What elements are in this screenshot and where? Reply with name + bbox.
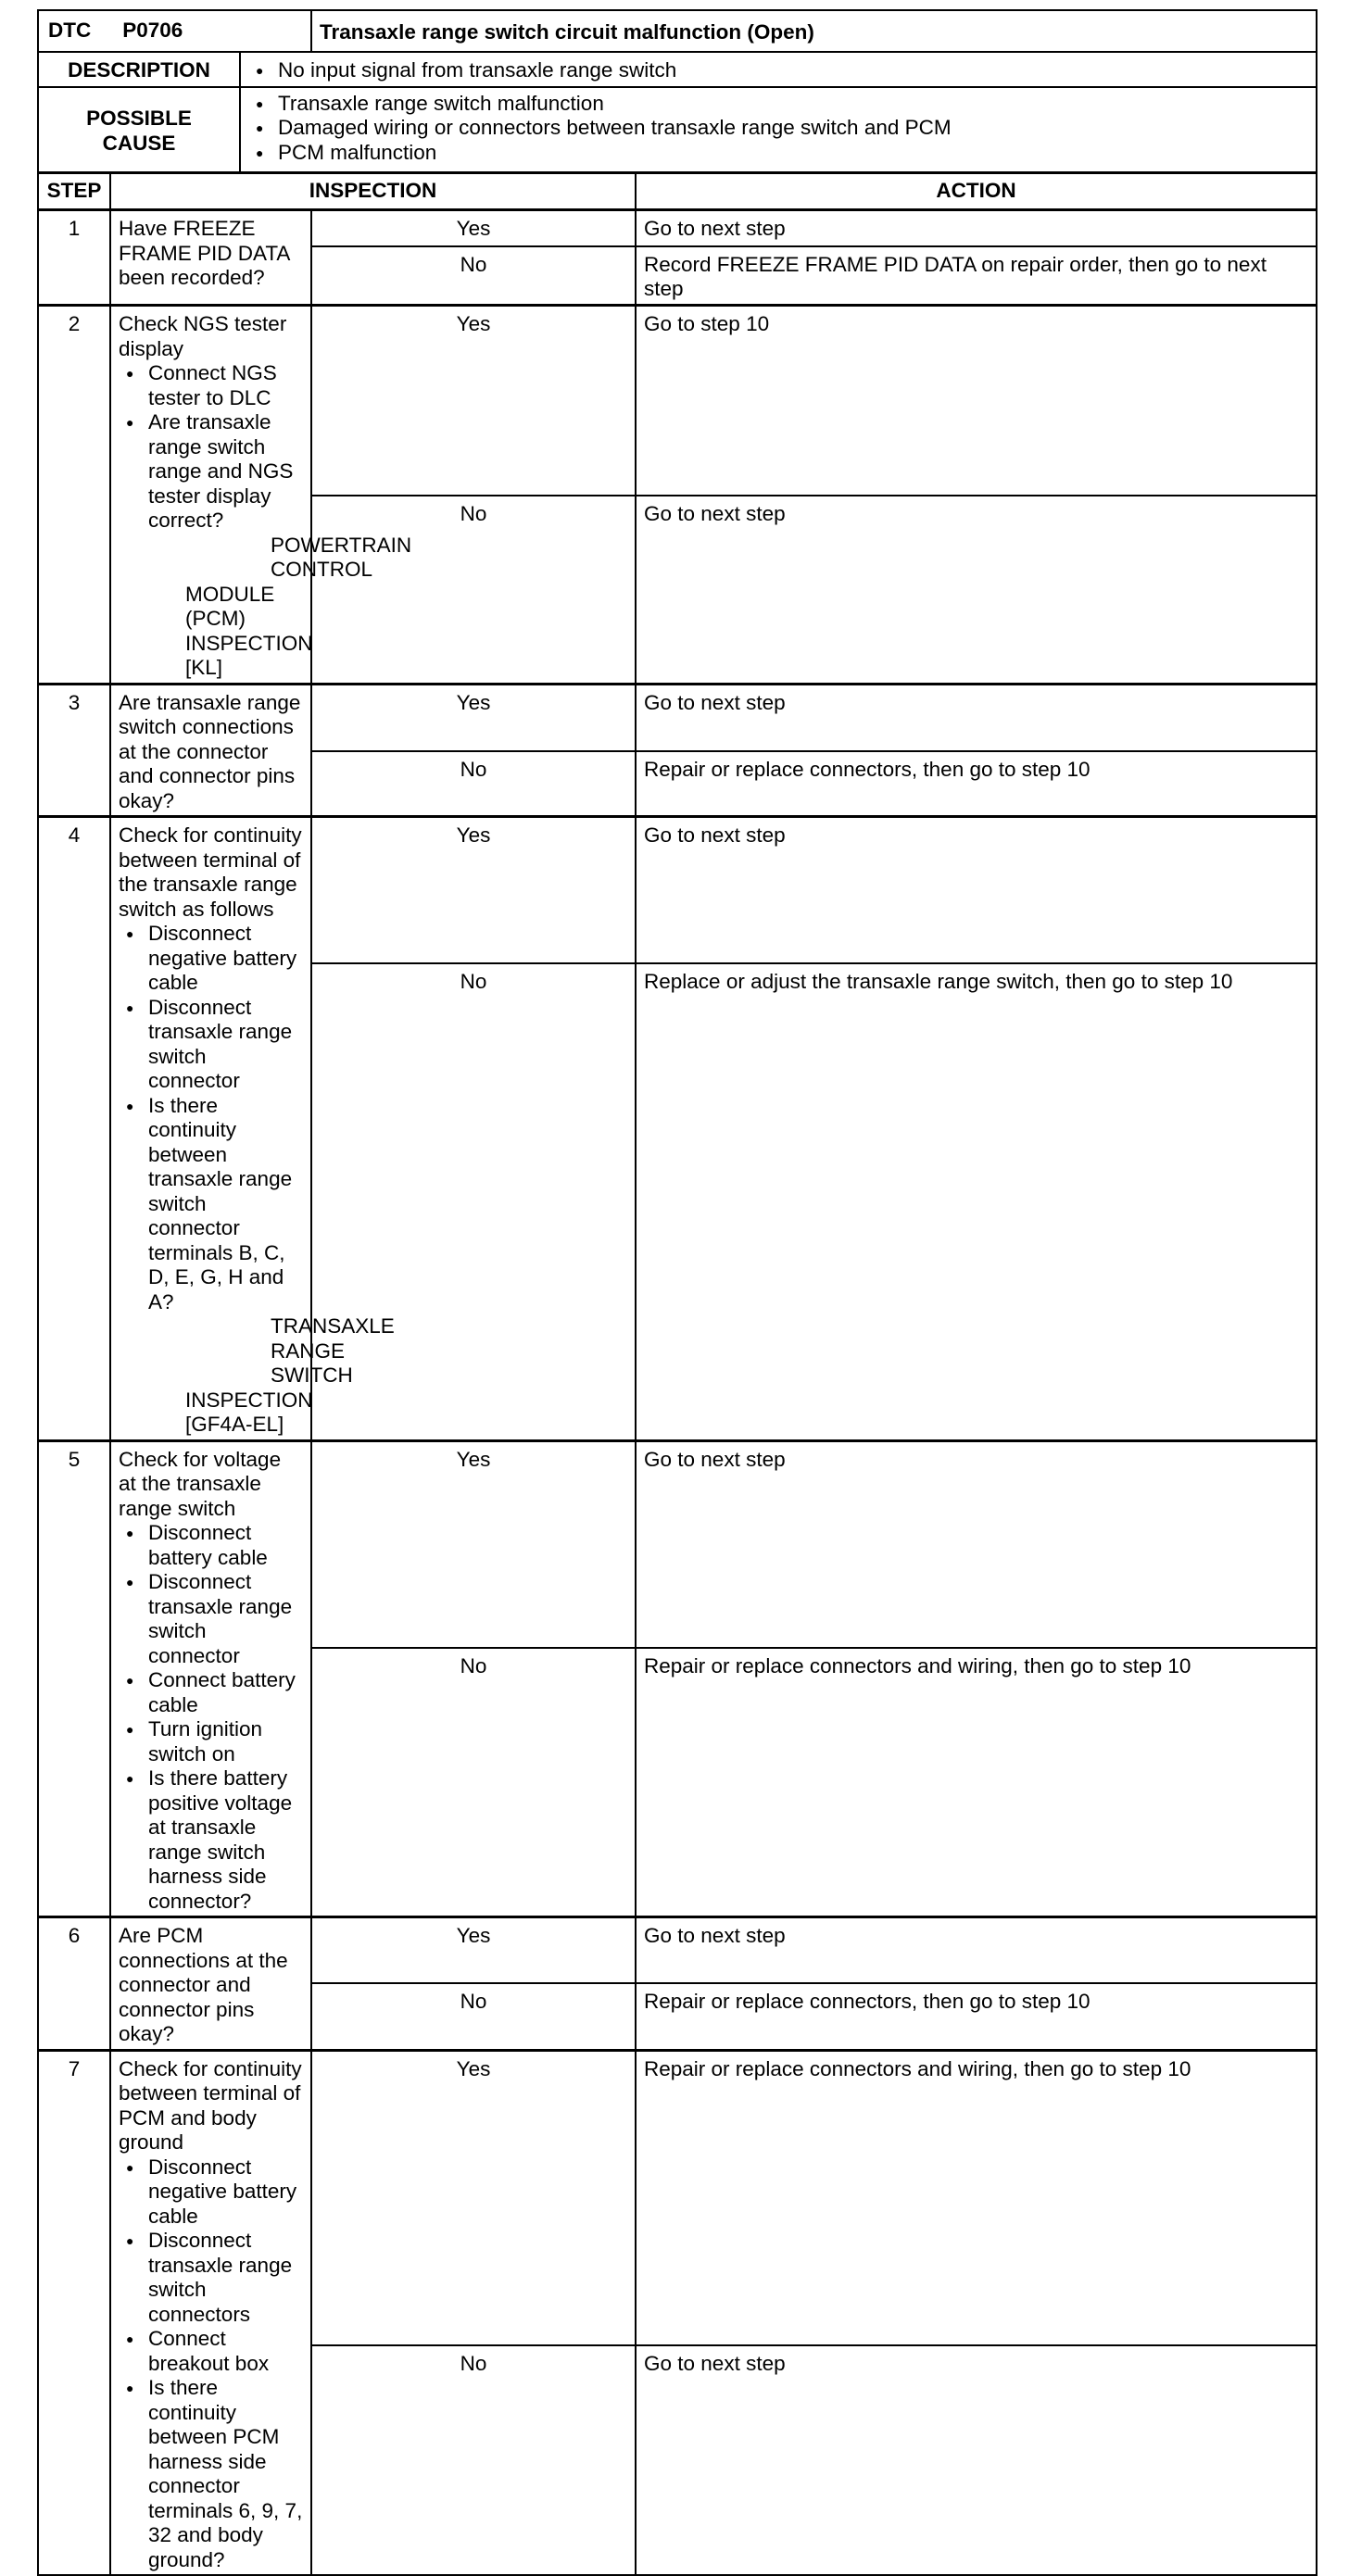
no-action: Go to next step [636, 2345, 1317, 2575]
yes-label: Yes [311, 306, 636, 496]
column-step: STEP [38, 173, 110, 210]
step-6-yes-row [38, 1917, 1317, 1984]
step-number: 2 [38, 306, 110, 685]
cause-item: ● Transaxle range switch malfunction [248, 92, 1308, 117]
step-2-yes-row [38, 306, 1317, 496]
description-row [38, 52, 1317, 87]
step-inspection-text: Check for continuity between terminal of the transaxle range switch as follows [119, 823, 302, 921]
step-4-yes-row [38, 817, 1317, 964]
step-5-yes-row [38, 1440, 1317, 1648]
yes-action: Go to next step [636, 210, 1317, 246]
possible-cause-label-line2: CAUSE [102, 131, 176, 155]
step-bullet: ● Disconnect transaxle range switch connector [119, 1570, 303, 1668]
step-1-yes-row [38, 210, 1317, 246]
no-label: No [311, 2345, 636, 2575]
yes-label: Yes [311, 817, 636, 964]
column-header-row [38, 173, 1317, 210]
step-bullet: ● Turn ignition switch on [119, 1717, 303, 1766]
no-action: Replace or adjust the transaxle range switch, then go to step 10 [636, 963, 1317, 1440]
step-bullet: ● Is there battery positive voltage at transaxle range switch harness side connector? [119, 1766, 303, 1914]
no-action: Repair or replace connectors, then go to step 10 [636, 751, 1317, 817]
step-inspection: Are PCM connections at the connector and connector pins okay? [110, 1917, 311, 2051]
reference-line: INSPECTION [GF4A-EL] [185, 1388, 313, 1436]
no-label: No [311, 246, 636, 306]
yes-label: Yes [311, 684, 636, 751]
no-label: No [311, 496, 636, 684]
yes-label: Yes [311, 1917, 636, 1984]
no-label: No [311, 963, 636, 1440]
column-action: ACTION [636, 173, 1317, 210]
step-inspection [110, 1440, 311, 1917]
yes-action: Go to next step [636, 684, 1317, 751]
step-bullet: ● Connect battery cable [119, 1668, 303, 1717]
step-number: 6 [38, 1917, 110, 2051]
dtc-header-row [38, 10, 1317, 52]
diagnostic-document [37, 9, 1316, 2576]
yes-action: Go to next step [636, 817, 1317, 964]
step-inspection [110, 306, 412, 685]
step-inspection-text: Check NGS tester display [119, 312, 287, 360]
no-action: Repair or replace connectors and wiring, then go to step 10 [636, 1648, 1317, 1917]
no-action: Repair or replace connectors, then go to step 10 [636, 1983, 1317, 2050]
dtc-label: DTC [48, 19, 92, 42]
description-label: DESCRIPTION [38, 52, 240, 87]
dtc-table [37, 9, 1317, 2576]
no-label: No [311, 751, 636, 817]
step-bullet: ● Is there continuity between PCM harness side connector terminals 6, 9, 7, 32 and body ground? [119, 2376, 303, 2572]
step-inspection-text: Check for voltage at the transaxle range switch [119, 1447, 282, 1520]
possible-cause-label-line1: POSSIBLE [86, 107, 192, 131]
no-label: No [311, 1648, 636, 1917]
yes-action: Go to step 10 [636, 306, 1317, 496]
no-action: Go to next step [636, 496, 1317, 684]
step-inspection-text: Check for continuity between terminal of PCM and body ground [119, 2056, 302, 2154]
no-label: No [311, 1983, 636, 2050]
yes-label: Yes [311, 210, 636, 246]
reference-line: TRANSAXLE RANGE SWITCH [271, 1314, 395, 1387]
possible-cause-content [240, 87, 1317, 173]
step-bullet: ● Disconnect transaxle range switch connectors [119, 2229, 303, 2327]
yes-action: Go to next step [636, 1440, 1317, 1648]
reference-line: MODULE (PCM) INSPECTION [KL] [185, 582, 313, 679]
column-inspection: INSPECTION [110, 173, 636, 210]
step-number: 5 [38, 1440, 110, 1917]
step-number: 3 [38, 684, 110, 817]
step-bullet: ● Connect NGS tester to DLC [119, 361, 303, 410]
reference-line: POWERTRAIN CONTROL [271, 533, 412, 581]
step-bullet: ● Disconnect transaxle range switch connector [119, 996, 303, 1094]
step-bullet: ● Is there continuity between transaxle range switch connector terminals B, C, D, E, G, H and A? [119, 1094, 303, 1315]
yes-action: Go to next step [636, 1917, 1317, 1984]
yes-action: Repair or replace connectors and wiring, then go to step 10 [636, 2050, 1317, 2345]
step-number: 1 [38, 210, 110, 306]
yes-label: Yes [311, 1440, 636, 1648]
step-bullet: ● Connect breakout box [119, 2327, 303, 2376]
step-reference [119, 1314, 395, 1438]
step-bullet: ● Disconnect negative battery cable [119, 2155, 303, 2230]
step-inspection [110, 817, 395, 1441]
cause-item: ● Damaged wiring or connectors between transaxle range switch and PCM [248, 116, 1308, 141]
dtc-code: P0706 [122, 19, 183, 42]
dtc-title: Transaxle range switch circuit malfunction (Open) [311, 10, 1317, 52]
no-action: Record FREEZE FRAME PID DATA on repair order, then go to next step [636, 246, 1317, 306]
step-inspection: Have FREEZE FRAME PID DATA been recorded? [110, 210, 311, 306]
step-inspection [110, 2050, 311, 2575]
dtc-code-cell [38, 10, 311, 52]
step-number: 4 [38, 817, 110, 1441]
yes-label: Yes [311, 2050, 636, 2345]
description-item: ● No input signal from transaxle range switch [248, 58, 1308, 83]
step-bullet: ● Disconnect negative battery cable [119, 922, 303, 996]
step-7-yes-row [38, 2050, 1317, 2345]
possible-cause-row [38, 87, 1317, 173]
step-reference [119, 533, 412, 681]
step-bullet: ● Are transaxle range switch range and NGS tester display correct? [119, 410, 303, 534]
step-bullet: ● Disconnect battery cable [119, 1521, 303, 1570]
cause-item: ● PCM malfunction [248, 141, 1308, 166]
possible-cause-label [38, 87, 240, 173]
step-3-yes-row [38, 684, 1317, 751]
step-number: 7 [38, 2050, 110, 2575]
step-inspection: Are transaxle range switch connections at the connector and connector pins okay? [110, 684, 311, 817]
description-content [240, 52, 1317, 87]
